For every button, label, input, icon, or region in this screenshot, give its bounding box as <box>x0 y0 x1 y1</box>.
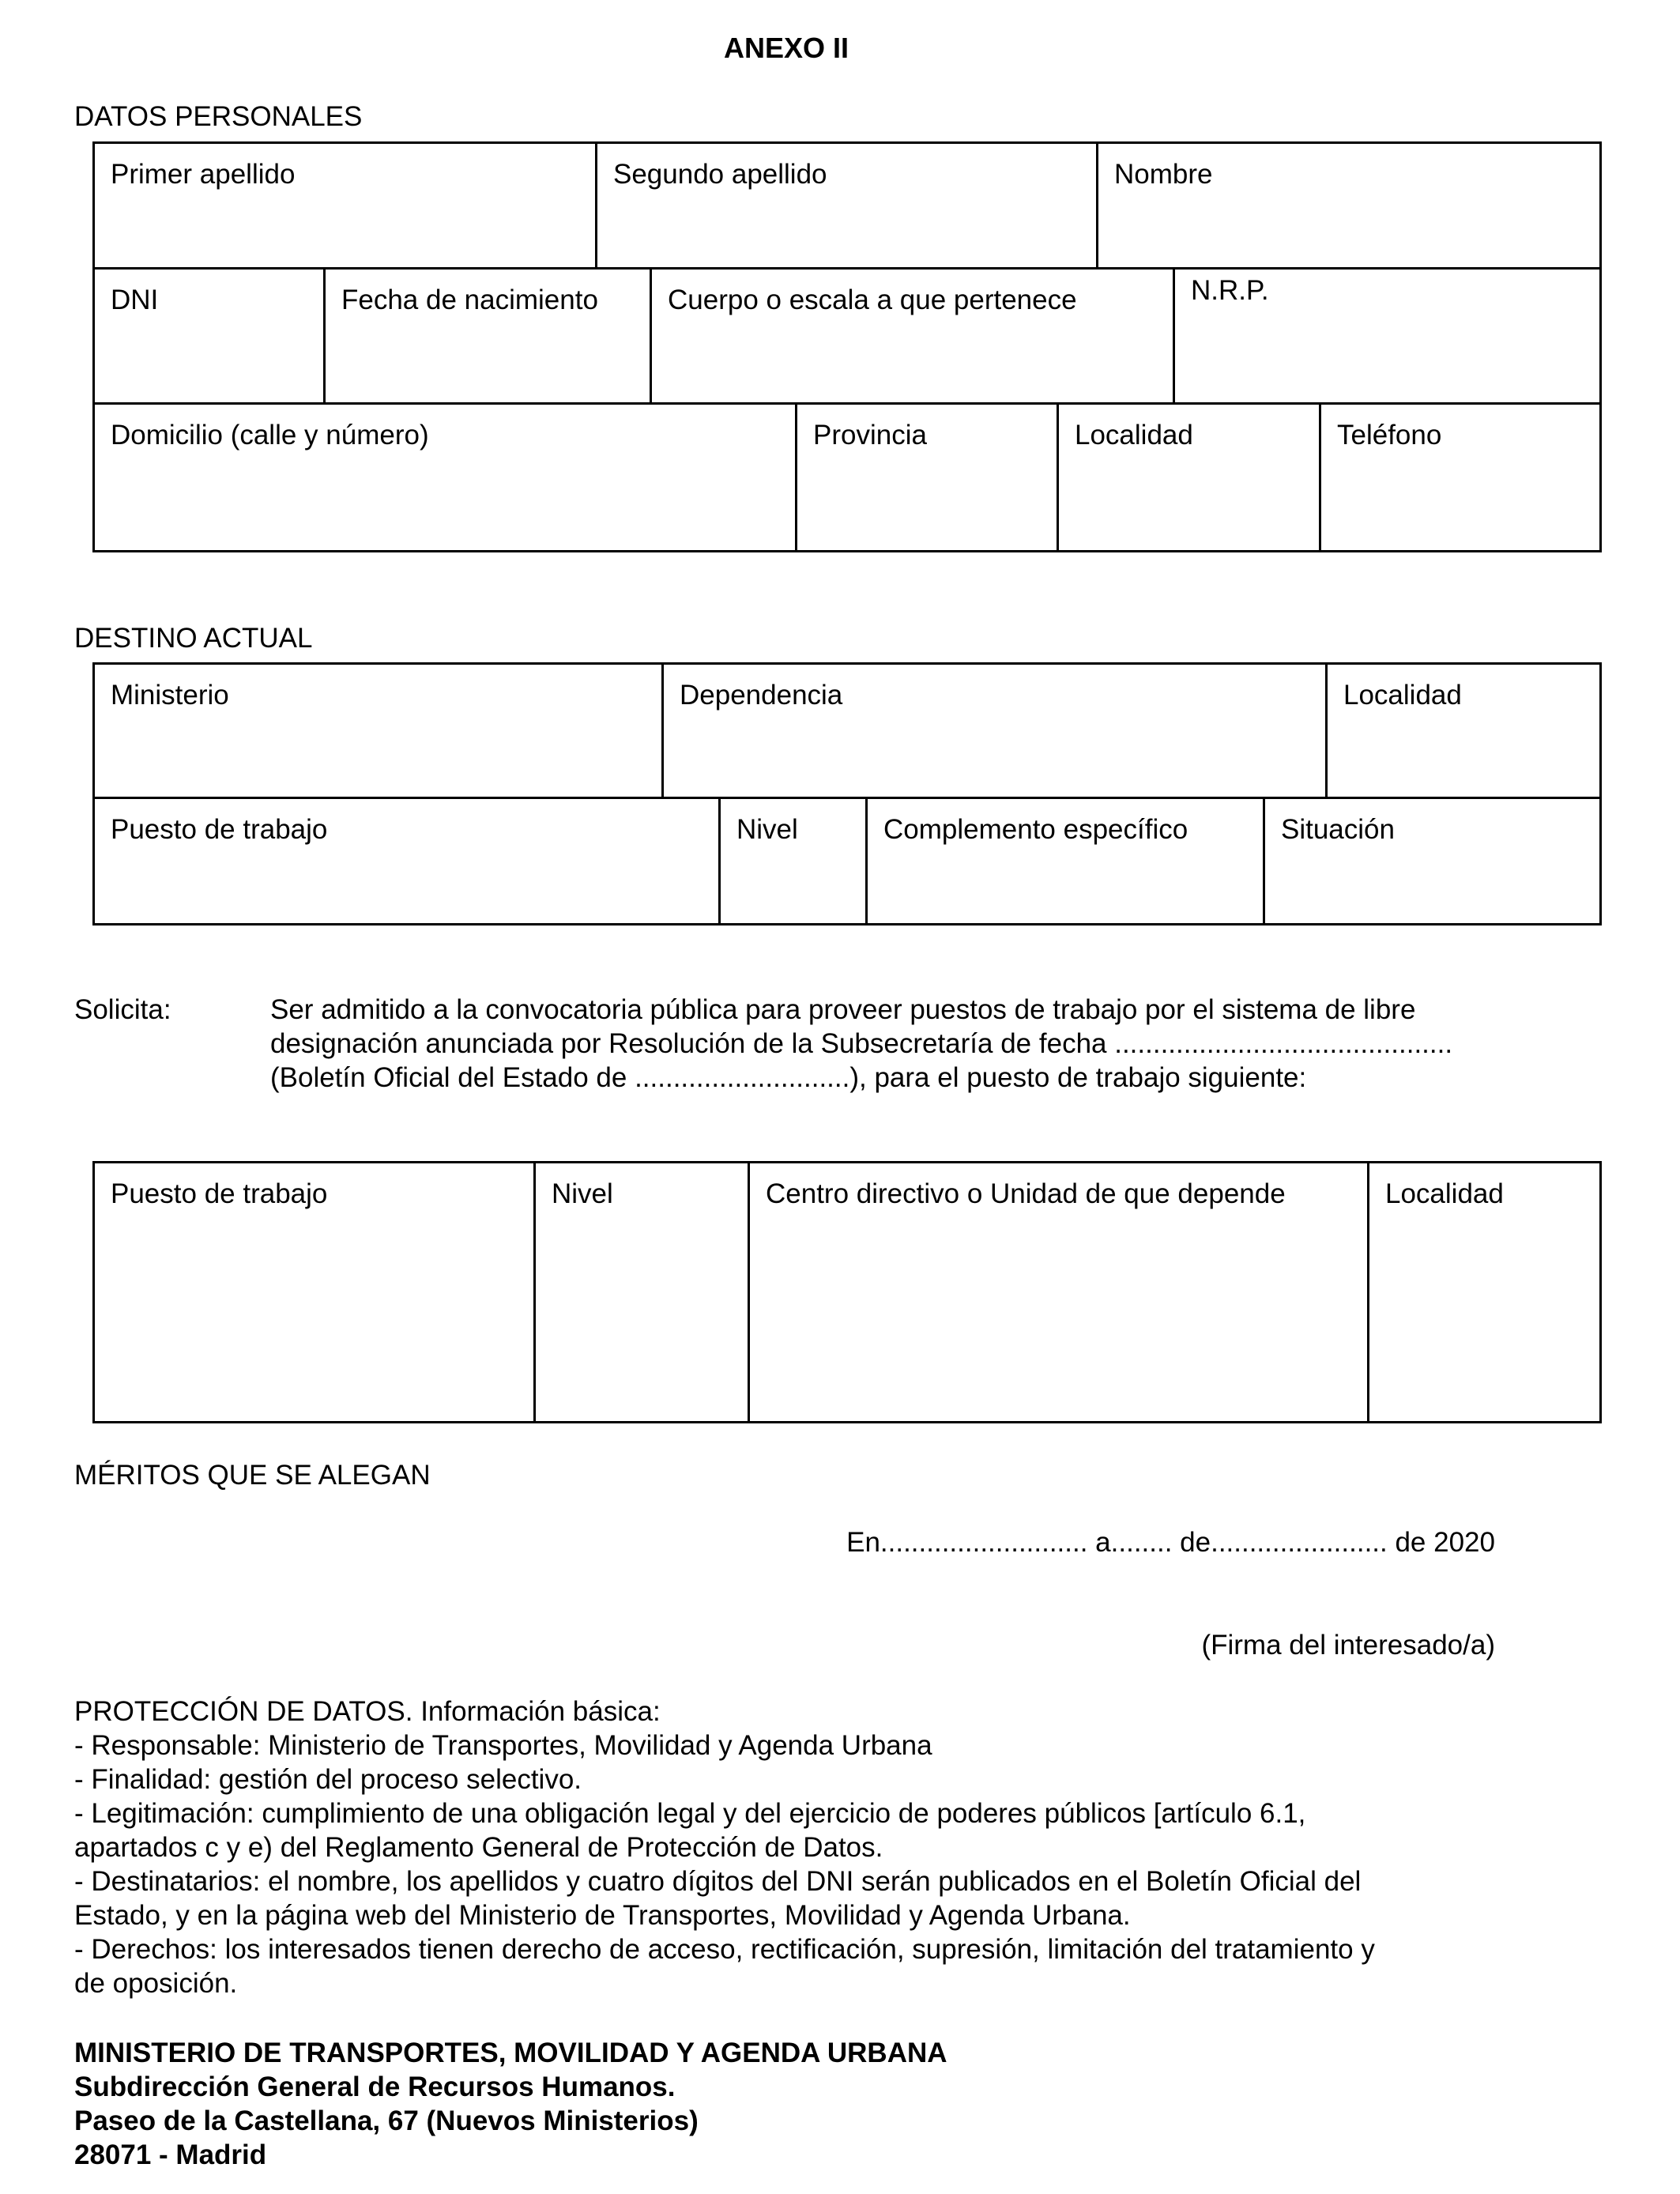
solicita-line-1: Ser admitido a la convocatoria pública para proveer puestos de trabajo por el sistema de libre <box>270 994 1416 1025</box>
solicita-text <box>270 993 1578 1095</box>
firma-label: (Firma del interesado/a) <box>1201 1630 1495 1661</box>
field-puesto-solicitado[interactable]: Puesto de trabajo <box>92 1161 536 1423</box>
destino-actual-heading: DESTINO ACTUAL <box>74 623 313 654</box>
field-nivel-actual[interactable]: Nivel <box>718 797 868 925</box>
footer-line: MINISTERIO DE TRANSPORTES, MOVILIDAD Y AGENDA URBANA <box>74 2038 947 2068</box>
solicita-line-3: (Boletín Oficial del Estado de ............................), para el puesto de trabajo siguiente: <box>270 1062 1307 1093</box>
solicita-line-2: designación anunciada por Resolución de la Subsecretaría de fecha ............................................ <box>270 1028 1453 1059</box>
ministerio-footer <box>74 2036 947 2172</box>
footer-line: Paseo de la Castellana, 67 (Nuevos Ministerios) <box>74 2105 699 2136</box>
proteccion-line: - Finalidad: gestión del proceso selectivo. <box>74 1764 582 1795</box>
field-localidad-destino[interactable]: Localidad <box>1325 662 1602 799</box>
fecha-line: En........................... a........ de....................... de 2020 <box>846 1527 1495 1558</box>
field-nrp[interactable]: N.R.P. <box>1173 267 1602 405</box>
field-dni[interactable]: DNI <box>92 267 326 405</box>
field-segundo-apellido[interactable]: Segundo apellido <box>595 141 1098 270</box>
field-cuerpo-escala[interactable]: Cuerpo o escala a que pertenece <box>650 267 1175 405</box>
field-puesto-actual[interactable]: Puesto de trabajo <box>92 797 721 925</box>
field-telefono[interactable]: Teléfono <box>1319 402 1602 552</box>
field-complemento-especifico[interactable]: Complemento específico <box>865 797 1265 925</box>
solicita-label: Solicita: <box>74 994 171 1025</box>
proteccion-line: - Legitimación: cumplimiento de una obligación legal y del ejercicio de poderes públicos [artículo 6.1, <box>74 1798 1306 1829</box>
proteccion-line: - Destinatarios: el nombre, los apellidos y cuatro dígitos del DNI serán publicados en el Boletín Oficial del <box>74 1866 1362 1897</box>
field-dependencia[interactable]: Dependencia <box>661 662 1328 799</box>
proteccion-line: - Responsable: Ministerio de Transportes, Movilidad y Agenda Urbana <box>74 1730 932 1761</box>
field-centro-directivo[interactable]: Centro directivo o Unidad de que depende <box>748 1161 1369 1423</box>
footer-line: Subdirección General de Recursos Humanos. <box>74 2071 676 2102</box>
field-primer-apellido[interactable]: Primer apellido <box>92 141 597 270</box>
field-domicilio[interactable]: Domicilio (calle y número) <box>92 402 797 552</box>
field-situacion[interactable]: Situación <box>1263 797 1602 925</box>
field-localidad-personal[interactable]: Localidad <box>1057 402 1321 552</box>
field-nivel-solicitado[interactable]: Nivel <box>533 1161 750 1423</box>
proteccion-datos <box>74 1695 1497 2000</box>
field-nombre[interactable]: Nombre <box>1096 141 1602 270</box>
datos-personales-heading: DATOS PERSONALES <box>74 101 363 132</box>
proteccion-line: - Derechos: los interesados tienen derecho de acceso, rectificación, supresión, limitación del tratamiento y <box>74 1934 1375 1965</box>
proteccion-line: de oposición. <box>74 1968 238 1999</box>
meritos-heading: MÉRITOS QUE SE ALEGAN <box>74 1460 431 1491</box>
page-title: ANEXO II <box>723 32 849 64</box>
proteccion-line: PROTECCIÓN DE DATOS. Información básica: <box>74 1696 661 1727</box>
field-ministerio[interactable]: Ministerio <box>92 662 664 799</box>
proteccion-line: apartados c y e) del Reglamento General de Protección de Datos. <box>74 1832 883 1863</box>
footer-line: 28071 - Madrid <box>74 2139 267 2170</box>
field-provincia[interactable]: Provincia <box>795 402 1059 552</box>
field-fecha-nacimiento[interactable]: Fecha de nacimiento <box>323 267 652 405</box>
proteccion-line: Estado, y en la página web del Ministerio de Transportes, Movilidad y Agenda Urbana. <box>74 1900 1131 1931</box>
field-localidad-solicitada[interactable]: Localidad <box>1367 1161 1602 1423</box>
